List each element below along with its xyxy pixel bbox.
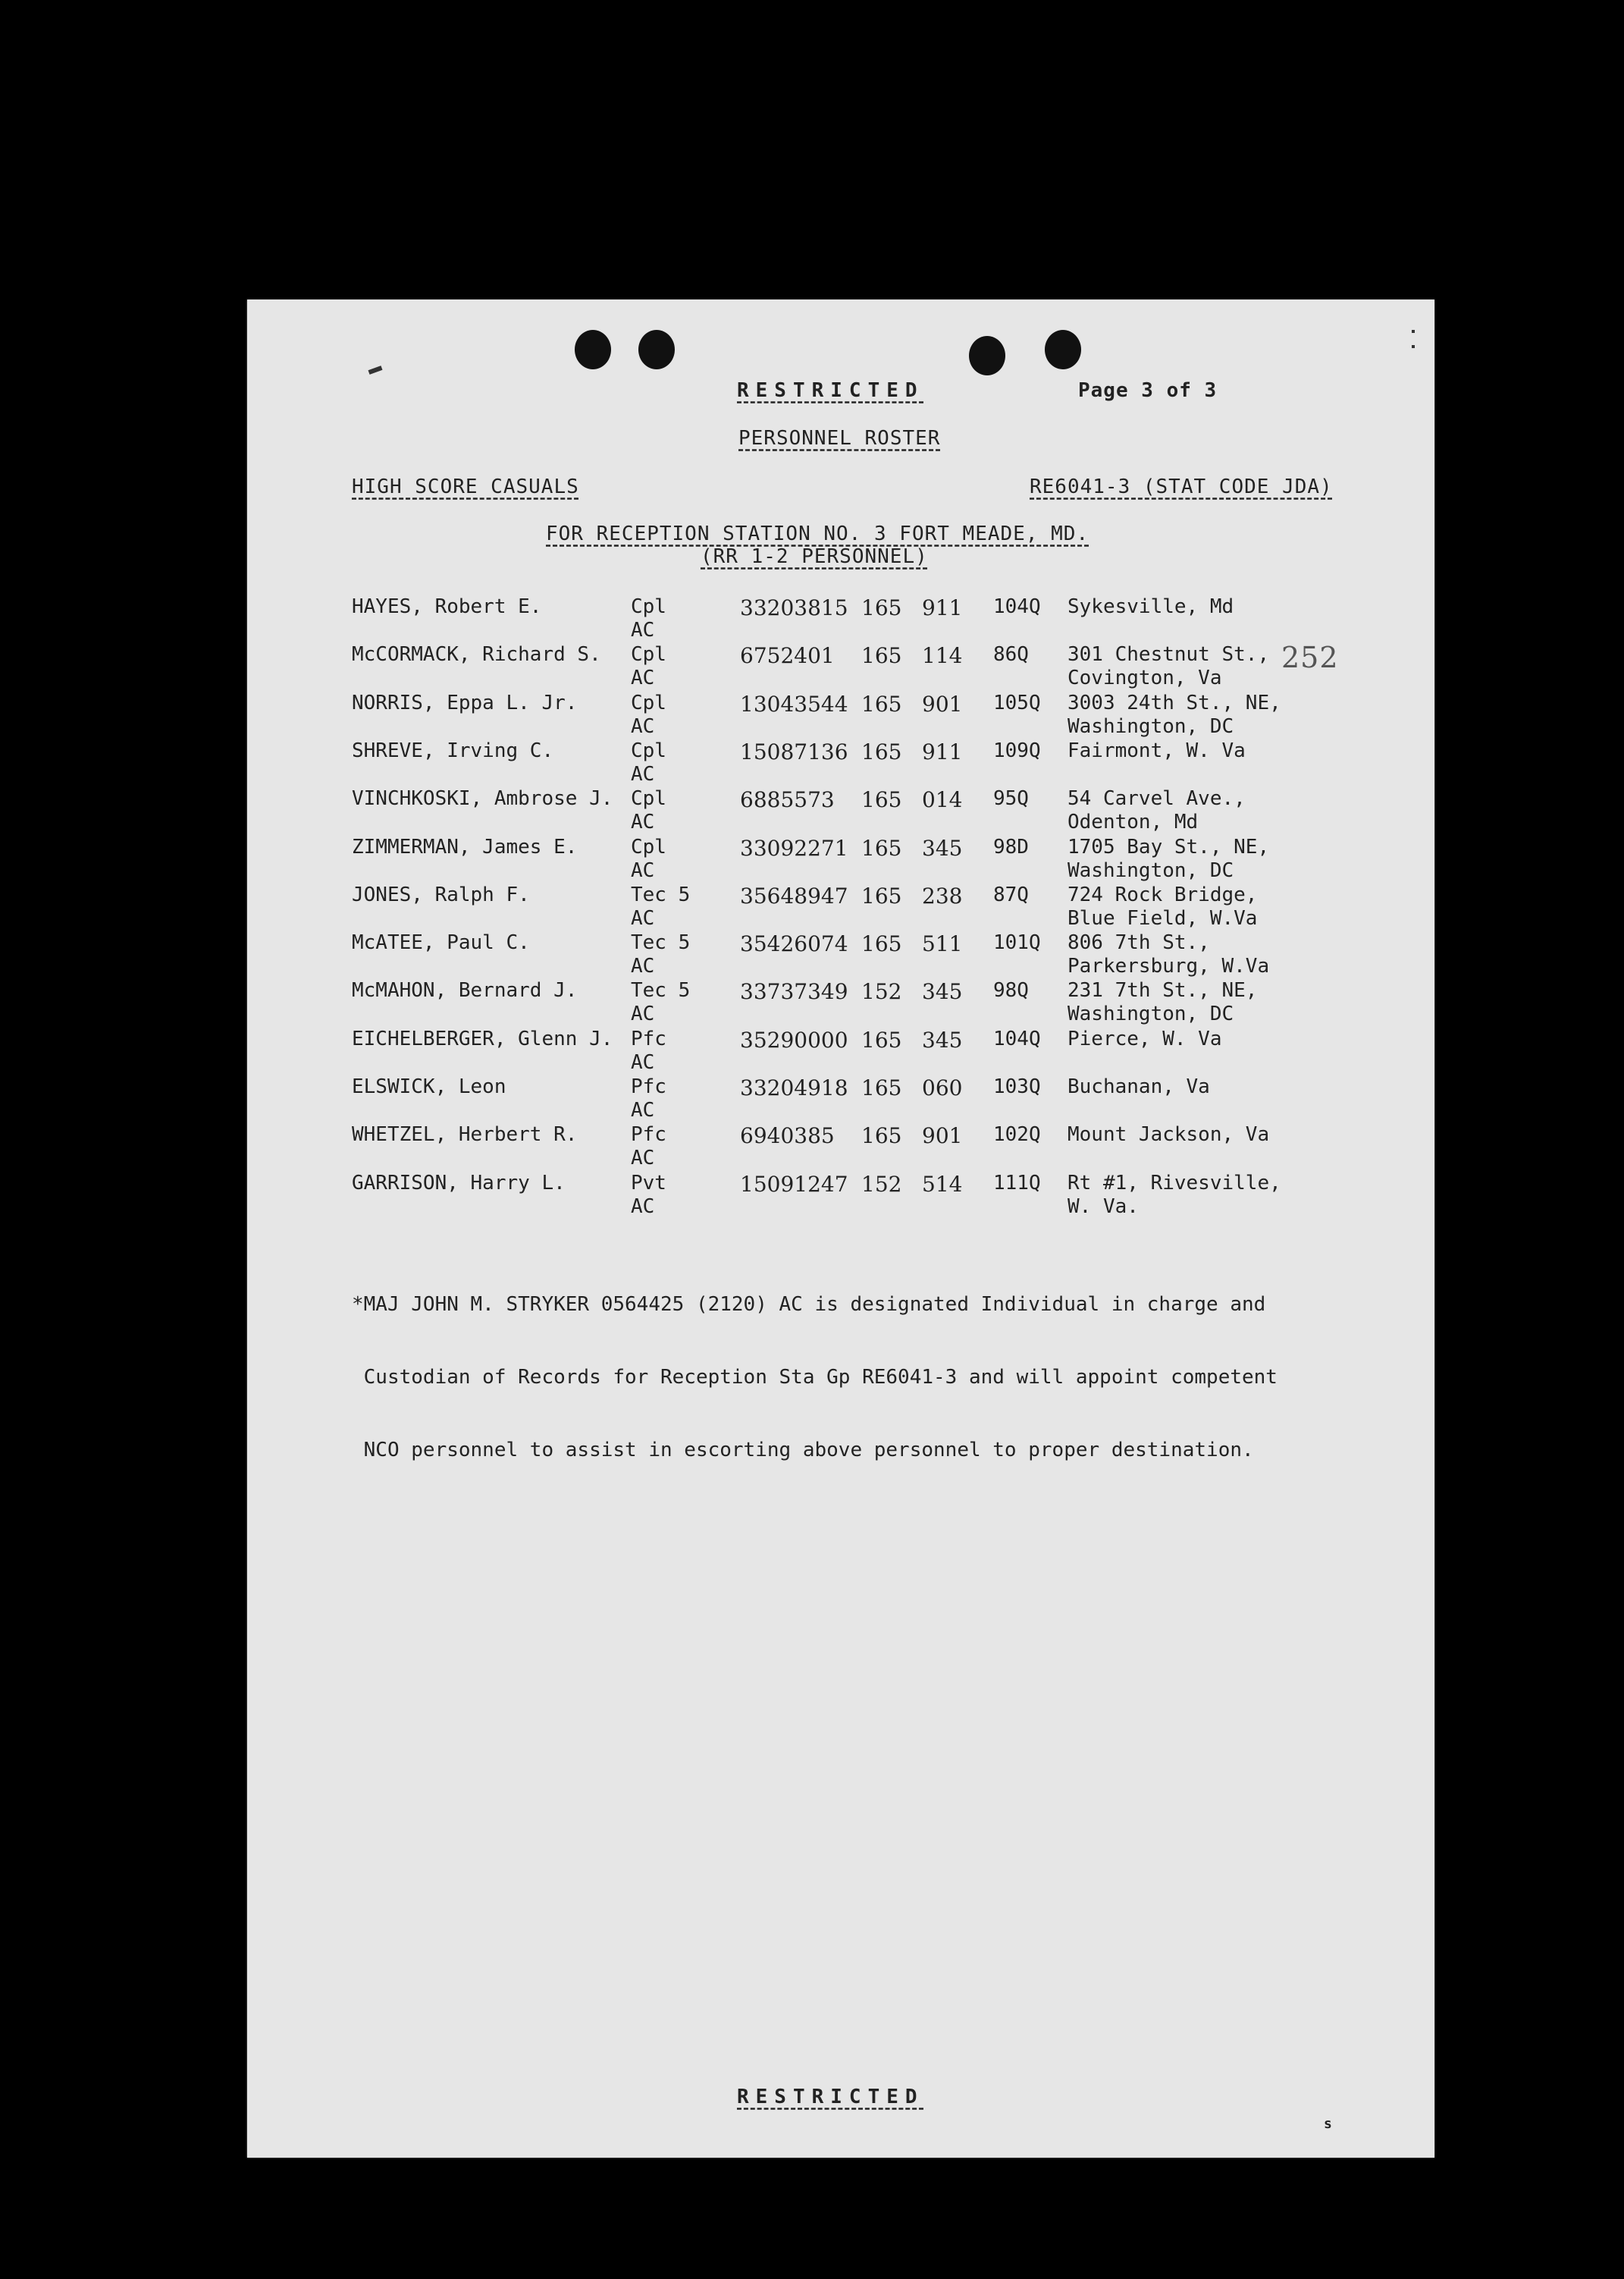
code-2: 060 bbox=[922, 1075, 963, 1100]
code-1: 165 bbox=[861, 643, 902, 669]
person-name: GARRISON, Harry L. bbox=[352, 1171, 566, 1194]
serial-number: 35290000 bbox=[740, 1027, 848, 1053]
roster-row bbox=[247, 739, 1434, 787]
classification-header: RESTRICTED bbox=[737, 379, 924, 402]
address-line-2: Parkersburg, W.Va bbox=[1068, 955, 1270, 978]
person-rank: Cpl bbox=[631, 739, 666, 762]
code-3: 98Q bbox=[993, 979, 1029, 1003]
code-1: 165 bbox=[861, 787, 902, 813]
address-line-1: 3003 24th St., NE, bbox=[1068, 691, 1281, 714]
address-line-2: Washington, DC bbox=[1068, 859, 1234, 882]
code-2: 911 bbox=[922, 739, 963, 764]
note-line: NCO personnel to assist in escorting above personnel to proper destination. bbox=[352, 1439, 1254, 1461]
person-name: SHREVE, Irving C. bbox=[352, 739, 554, 762]
person-rank: Cpl bbox=[631, 595, 666, 618]
group-name: HIGH SCORE CASUALS bbox=[352, 476, 579, 498]
serial-number: 35426074 bbox=[740, 931, 848, 957]
page-number: Page 3 of 3 bbox=[1078, 379, 1218, 402]
code-1: 152 bbox=[861, 979, 902, 1005]
person-name: McMAHON, Bernard J. bbox=[352, 979, 578, 1003]
person-rank: Pfc bbox=[631, 1123, 666, 1147]
serial-number: 35648947 bbox=[740, 883, 848, 909]
person-arm: AC bbox=[631, 1194, 655, 1218]
serial-number: 33204918 bbox=[740, 1075, 848, 1100]
serial-number: 6940385 bbox=[740, 1123, 835, 1149]
address-line-2: Odenton, Md bbox=[1068, 811, 1199, 834]
code-3: 105Q bbox=[993, 691, 1041, 714]
person-name: EICHELBERGER, Glenn J. bbox=[352, 1027, 613, 1050]
note-line: Custodian of Records for Reception Sta Gp RE6041-3 and will appoint competent bbox=[352, 1366, 1278, 1389]
punch-hole bbox=[575, 330, 611, 369]
person-rank: Cpl bbox=[631, 835, 666, 859]
code-3: 102Q bbox=[993, 1123, 1041, 1147]
code-3: 103Q bbox=[993, 1075, 1041, 1098]
code-2: 901 bbox=[922, 1123, 963, 1149]
roster-row bbox=[247, 787, 1434, 835]
roster-row bbox=[247, 979, 1434, 1027]
address-line-2: Covington, Va bbox=[1068, 667, 1222, 690]
person-arm: AC bbox=[631, 1147, 655, 1170]
person-arm: AC bbox=[631, 619, 655, 642]
document-page bbox=[247, 300, 1434, 2158]
person-rank: Pfc bbox=[631, 1075, 666, 1098]
roster-row bbox=[247, 836, 1434, 884]
custodian-note bbox=[352, 1244, 1278, 1511]
code-3: 87Q bbox=[993, 883, 1029, 906]
ink-speck bbox=[1412, 330, 1415, 333]
person-name: McATEE, Paul C. bbox=[352, 931, 530, 955]
code-2: 511 bbox=[922, 931, 963, 957]
punch-hole bbox=[1045, 330, 1081, 369]
person-arm: AC bbox=[631, 811, 655, 834]
address-line-1: 301 Chestnut St., bbox=[1068, 643, 1270, 667]
roster-row bbox=[247, 1028, 1434, 1075]
serial-number: 33092271 bbox=[740, 835, 848, 861]
code-2: 114 bbox=[922, 643, 963, 669]
code-3: 86Q bbox=[993, 643, 1029, 667]
address-line-1: Sykesville, Md bbox=[1068, 595, 1234, 618]
group-code: RE6041-3 (STAT CODE JDA) bbox=[1030, 476, 1333, 498]
person-arm: AC bbox=[631, 955, 655, 978]
person-name: ELSWICK, Leon bbox=[352, 1075, 506, 1098]
person-arm: AC bbox=[631, 1099, 655, 1122]
person-name: JONES, Ralph F. bbox=[352, 883, 530, 906]
margin-number: 252 bbox=[1281, 641, 1339, 674]
address-line-2: Blue Field, W.Va bbox=[1068, 906, 1258, 930]
person-arm: AC bbox=[631, 762, 655, 786]
person-arm: AC bbox=[631, 667, 655, 690]
address-line-1: 806 7th St., bbox=[1068, 931, 1210, 955]
classification-footer: RESTRICTED bbox=[737, 2086, 924, 2108]
person-name: McCORMACK, Richard S. bbox=[352, 643, 601, 667]
person-arm: AC bbox=[631, 1050, 655, 1074]
code-2: 345 bbox=[922, 1027, 963, 1053]
address-line-1: 231 7th St., NE, bbox=[1068, 979, 1258, 1003]
person-rank: Cpl bbox=[631, 643, 666, 667]
code-1: 165 bbox=[861, 931, 902, 957]
address-line-1: Buchanan, Va bbox=[1068, 1075, 1210, 1098]
code-2: 345 bbox=[922, 979, 963, 1005]
code-1: 165 bbox=[861, 739, 902, 764]
address-line-1: 724 Rock Bridge, bbox=[1068, 883, 1258, 906]
code-3: 95Q bbox=[993, 787, 1029, 811]
roster-row bbox=[247, 931, 1434, 979]
address-line-1: 54 Carvel Ave., bbox=[1068, 787, 1246, 811]
code-2: 911 bbox=[922, 595, 963, 620]
address-line-1: 1705 Bay St., NE, bbox=[1068, 835, 1270, 859]
person-arm: AC bbox=[631, 714, 655, 738]
person-rank: Cpl bbox=[631, 787, 666, 811]
serial-number: 15087136 bbox=[740, 739, 848, 764]
address-line-1: Rt #1, Rivesville, bbox=[1068, 1171, 1281, 1194]
person-name: ZIMMERMAN, James E. bbox=[352, 835, 578, 859]
corner-mark: s bbox=[1324, 2116, 1333, 2132]
code-1: 165 bbox=[861, 1075, 902, 1100]
address-line-1: Mount Jackson, Va bbox=[1068, 1123, 1270, 1147]
roster-row bbox=[247, 1075, 1434, 1123]
station-line: FOR RECEPTION STATION NO. 3 FORT MEADE, MD. bbox=[546, 523, 1089, 545]
person-name: WHETZEL, Herbert R. bbox=[352, 1123, 578, 1147]
person-rank: Cpl bbox=[631, 691, 666, 714]
station-subline: (RR 1-2 PERSONNEL) bbox=[701, 545, 928, 568]
person-arm: AC bbox=[631, 859, 655, 882]
person-arm: AC bbox=[631, 906, 655, 930]
punch-hole bbox=[638, 330, 675, 369]
code-3: 104Q bbox=[993, 1027, 1041, 1050]
code-3: 101Q bbox=[993, 931, 1041, 955]
person-name: HAYES, Robert E. bbox=[352, 595, 542, 618]
serial-number: 15091247 bbox=[740, 1171, 848, 1197]
code-1: 165 bbox=[861, 883, 902, 909]
person-arm: AC bbox=[631, 1003, 655, 1026]
roster-row bbox=[247, 595, 1434, 643]
person-rank: Pvt bbox=[631, 1171, 666, 1194]
code-3: 98D bbox=[993, 835, 1029, 859]
serial-number: 6885573 bbox=[740, 787, 835, 813]
person-rank: Tec 5 bbox=[631, 979, 691, 1003]
ink-speck bbox=[368, 366, 383, 375]
code-1: 165 bbox=[861, 595, 902, 620]
person-name: VINCHKOSKI, Ambrose J. bbox=[352, 787, 613, 811]
address-line-1: Fairmont, W. Va bbox=[1068, 739, 1246, 762]
person-name: NORRIS, Eppa L. Jr. bbox=[352, 691, 578, 714]
code-1: 165 bbox=[861, 1027, 902, 1053]
roster-row bbox=[247, 884, 1434, 931]
code-1: 165 bbox=[861, 691, 902, 717]
address-line-2: W. Va. bbox=[1068, 1194, 1139, 1218]
code-1: 165 bbox=[861, 835, 902, 861]
person-rank: Tec 5 bbox=[631, 883, 691, 906]
document-title: PERSONNEL ROSTER bbox=[738, 427, 941, 450]
roster-row bbox=[247, 643, 1434, 691]
serial-number: 33203815 bbox=[740, 595, 848, 620]
roster-row bbox=[247, 692, 1434, 739]
code-1: 152 bbox=[861, 1171, 902, 1197]
address-line-2: Washington, DC bbox=[1068, 714, 1234, 738]
serial-number: 6752401 bbox=[740, 643, 835, 669]
code-3: 104Q bbox=[993, 595, 1041, 618]
code-2: 901 bbox=[922, 691, 963, 717]
code-2: 514 bbox=[922, 1171, 963, 1197]
punch-hole bbox=[969, 336, 1005, 375]
person-rank: Pfc bbox=[631, 1027, 666, 1050]
person-rank: Tec 5 bbox=[631, 931, 691, 955]
serial-number: 13043544 bbox=[740, 691, 848, 717]
code-2: 345 bbox=[922, 835, 963, 861]
code-1: 165 bbox=[861, 1123, 902, 1149]
code-3: 111Q bbox=[993, 1171, 1041, 1194]
ink-speck bbox=[1412, 345, 1415, 348]
code-2: 238 bbox=[922, 883, 963, 909]
code-2: 014 bbox=[922, 787, 963, 813]
address-line-1: Pierce, W. Va bbox=[1068, 1027, 1222, 1050]
address-line-2: Washington, DC bbox=[1068, 1003, 1234, 1026]
serial-number: 33737349 bbox=[740, 979, 848, 1005]
code-3: 109Q bbox=[993, 739, 1041, 762]
note-line: *MAJ JOHN M. STRYKER 0564425 (2120) AC is designated Individual in charge and bbox=[352, 1293, 1266, 1316]
roster-row bbox=[247, 1123, 1434, 1171]
roster-row bbox=[247, 1172, 1434, 1220]
